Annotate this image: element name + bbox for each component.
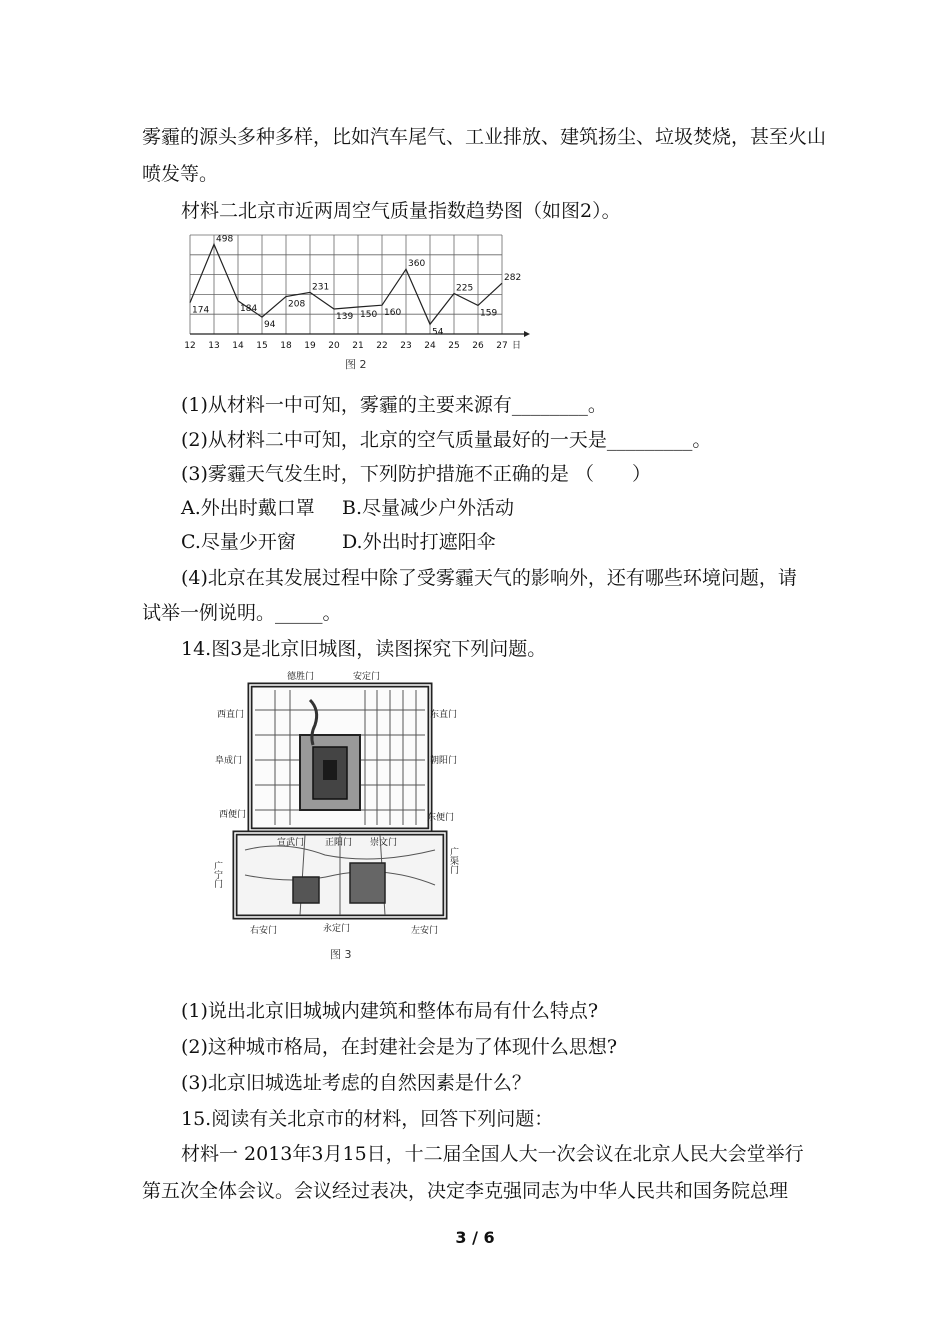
beijing-old-city-map — [205, 665, 475, 940]
question-14-1: (1)说出北京旧城城内建筑和整体布局有什么特点? — [181, 1000, 599, 1022]
chart-data-label: 160 — [384, 308, 402, 319]
figure-3-caption: 图 3 — [330, 948, 352, 961]
chart-data-label: 498 — [216, 234, 234, 245]
chart-data-label: 150 — [360, 310, 378, 320]
chart-x-label: 日 — [512, 341, 522, 351]
chart-tick-label: 19 — [304, 341, 316, 351]
paragraph-line: 雾霾的源头多种多样，比如汽车尾气、工业排放、建筑扬尘、垃圾焚烧，甚至火山 — [142, 126, 827, 148]
chart-data-label: 225 — [456, 283, 474, 294]
question-4-cont: 试举一例说明。_____。 — [142, 602, 342, 624]
gate-label: 永定门 — [323, 924, 351, 934]
chart-tick-label: 22 — [376, 341, 388, 351]
option-a: A.外出时戴口罩 — [181, 497, 315, 519]
chart-data-label: 139 — [336, 311, 354, 322]
chart-tick-label: 23 — [400, 341, 412, 351]
chart-data-label: 94 — [264, 320, 276, 331]
temple-of-heaven — [350, 863, 385, 903]
option-d: D.外出时打遮阳伞 — [342, 531, 496, 553]
gate-label: 阜成门 — [215, 756, 243, 766]
material-one-line: 材料一 2013年3月15日，十二届全国人大一次会议在北京人民大会堂举行 — [181, 1143, 804, 1165]
page-number: 3 / 6 — [455, 1228, 495, 1247]
chart-data-label: 174 — [192, 305, 210, 316]
gate-label: 东直门 — [430, 710, 458, 720]
gate-label: 安定门 — [353, 672, 381, 682]
chart-tick-label: 12 — [184, 341, 196, 351]
gate-label: 广渠门 — [448, 847, 458, 874]
gate-label: 西直门 — [217, 710, 245, 720]
gate-label: 左安门 — [411, 926, 439, 936]
chart-data-label: 54 — [432, 327, 444, 338]
option-c: C.尽量少开窗 — [181, 531, 296, 553]
chart-tick-label: 24 — [424, 341, 436, 351]
question-14: 14.图3是北京旧城图，读图探究下列问题。 — [181, 638, 547, 660]
chart-tick-label: 18 — [280, 341, 292, 351]
chart-tick-label: 14 — [232, 341, 244, 351]
question-14-3: (3)北京旧城选址考虑的自然因素是什么？ — [181, 1072, 531, 1094]
gate-label: 西便门 — [219, 810, 247, 820]
gate-label: 德胜门 — [287, 672, 315, 682]
chart-data-label: 360 — [408, 259, 426, 270]
chart-tick-label: 15 — [256, 341, 268, 351]
material-two-heading: 材料二北京市近两周空气质量指数趋势图（如图2）。 — [181, 200, 621, 222]
gate-label: 东便门 — [427, 813, 455, 823]
gate-label: 右安门 — [250, 926, 278, 936]
chart-tick-label: 25 — [448, 341, 460, 351]
chart-data-label: 231 — [312, 282, 330, 293]
option-b: B.尽量减少户外活动 — [342, 497, 515, 519]
question-15: 15.阅读有关北京市的材料，回答下列问题： — [181, 1108, 554, 1130]
chart-tick-label: 26 — [472, 341, 484, 351]
question-2: (2)从材料二中可知，北京的空气质量最好的一天是_________。 — [181, 429, 712, 451]
chart-data-label: 282 — [504, 273, 522, 284]
gate-label: 崇文门 — [370, 838, 398, 848]
gate-label: 宣武门 — [277, 838, 305, 848]
gate-label: 正阳门 — [325, 838, 353, 848]
chart-tick-label: 27 — [496, 341, 508, 351]
gate-label: 广宁门 — [212, 861, 222, 888]
altar — [293, 877, 319, 903]
chart-tick-label: 20 — [328, 341, 340, 351]
question-4: (4)北京在其发展过程中除了受雾霾天气的影响外，还有哪些环境问题，请 — [181, 567, 797, 589]
chart-tick-label: 13 — [208, 341, 220, 351]
question-1: (1)从材料一中可知，雾霾的主要来源有________。 — [181, 394, 607, 416]
chart-x-axis-arrow — [524, 331, 530, 337]
chart-data-label: 159 — [480, 308, 498, 319]
paragraph-line: 喷发等。 — [142, 163, 219, 185]
chart-tick-label: 21 — [352, 341, 364, 351]
chart-axes — [190, 331, 530, 337]
question-14-2: (2)这种城市格局，在封建社会是为了体现什么思想? — [181, 1036, 618, 1058]
question-3: (3)雾霾天气发生时，下列防护措施不正确的是 （ ） — [181, 463, 651, 485]
material-one-line: 第五次全体会议。会议经过表决，决定李克强同志为中华人民共和国务院总理 — [142, 1180, 789, 1202]
chart-data-label: 208 — [288, 299, 306, 310]
gate-label: 朝阳门 — [430, 756, 458, 766]
chart-data-label: 184 — [240, 303, 258, 314]
figure-2-caption: 图 2 — [345, 358, 367, 371]
